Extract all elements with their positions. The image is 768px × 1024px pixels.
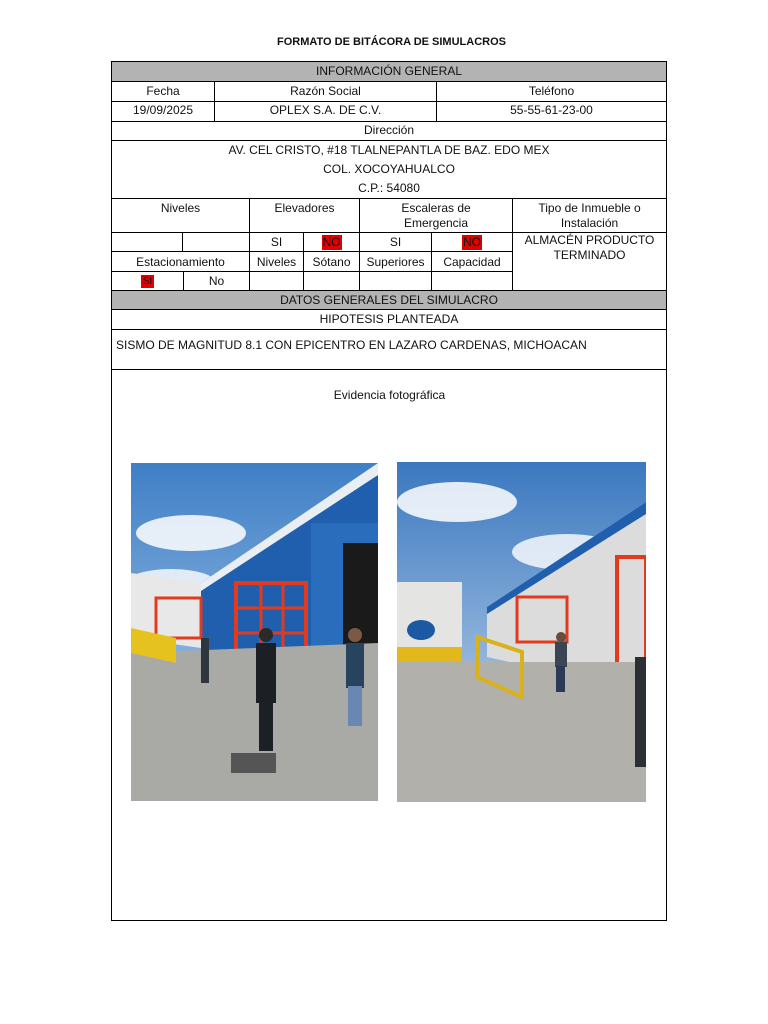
elevadores-no-cell	[304, 233, 360, 252]
escaleras-si: SI	[360, 233, 432, 252]
superiores-count	[360, 272, 432, 291]
tipo-inmueble-label	[513, 199, 667, 233]
hipotesis-label: HIPOTESIS PLANTEADA	[112, 310, 667, 330]
sub-superiores-label: Superiores	[360, 252, 432, 272]
niveles-label: Niveles	[112, 199, 250, 233]
estacionamiento-label: Estacionamiento	[112, 252, 250, 272]
sub-sotano-label: Sótano	[304, 252, 360, 272]
razon-social-label: Razón Social	[215, 82, 437, 102]
elevadores-label: Elevadores	[250, 199, 360, 233]
niveles-count	[250, 272, 304, 291]
sotano-count	[304, 272, 360, 291]
capacidad-count	[432, 272, 513, 291]
evidence-photo-2	[397, 462, 646, 802]
estacionamiento-no: No	[184, 272, 250, 291]
hipotesis-text: SISMO DE MAGNITUD 8.1 CON EPICENTRO EN LAZARO CARDENAS, MICHOACAN	[112, 330, 667, 370]
razon-social-value: OPLEX S.A. DE C.V.	[215, 102, 437, 122]
sub-capacidad-label: Capacidad	[432, 252, 513, 272]
estacionamiento-si-cell	[112, 272, 184, 291]
fecha-label: Fecha	[112, 82, 215, 102]
tipo-inmueble-value	[513, 233, 667, 291]
niveles-value-b	[183, 233, 250, 252]
simulacro-header: DATOS GENERALES DEL SIMULACRO	[112, 291, 667, 310]
direccion-label: Dirección	[112, 122, 667, 141]
general-info-header: INFORMACIÓN GENERAL	[112, 62, 667, 82]
telefono-value: 55-55-61-23-00	[437, 102, 667, 122]
direccion-block	[112, 141, 667, 199]
escaleras-no-selected: NO	[463, 235, 481, 249]
sub-niveles-label: Niveles	[250, 252, 304, 272]
tipo-label-line-1: Tipo de Inmueble o	[538, 201, 641, 215]
elevadores-no-selected: NO	[322, 235, 341, 249]
estacionamiento-si-selected: SI	[142, 276, 153, 287]
evidence-photo-1	[131, 463, 378, 801]
escaleras-label-line-1: Escaleras de	[401, 201, 471, 215]
tipo-value-line-1: ALMACÉN PRODUCTO	[524, 233, 655, 247]
niveles-value-a	[112, 233, 183, 252]
fecha-value: 19/09/2025	[112, 102, 215, 122]
direccion-line-1: AV. CEL CRISTO, #18 TLALNEPANTLA DE BAZ. EDO MEX	[228, 143, 550, 157]
telefono-label: Teléfono	[437, 82, 667, 102]
direccion-line-3: C.P.: 54080	[358, 181, 420, 195]
tipo-label-line-2: Instalación	[560, 216, 619, 230]
escaleras-label	[360, 199, 513, 233]
tipo-value-line-2: TERMINADO	[553, 248, 626, 262]
evidencia-label: Evidencia fotográfica	[333, 388, 446, 402]
escaleras-no-cell	[432, 233, 513, 252]
escaleras-label-line-2: Emergencia	[403, 216, 469, 230]
elevadores-si: SI	[250, 233, 304, 252]
page-title: FORMATO DE BITÁCORA DE SIMULACROS	[277, 36, 506, 48]
direccion-line-2: COL. XOCOYAHUALCO	[323, 162, 455, 176]
